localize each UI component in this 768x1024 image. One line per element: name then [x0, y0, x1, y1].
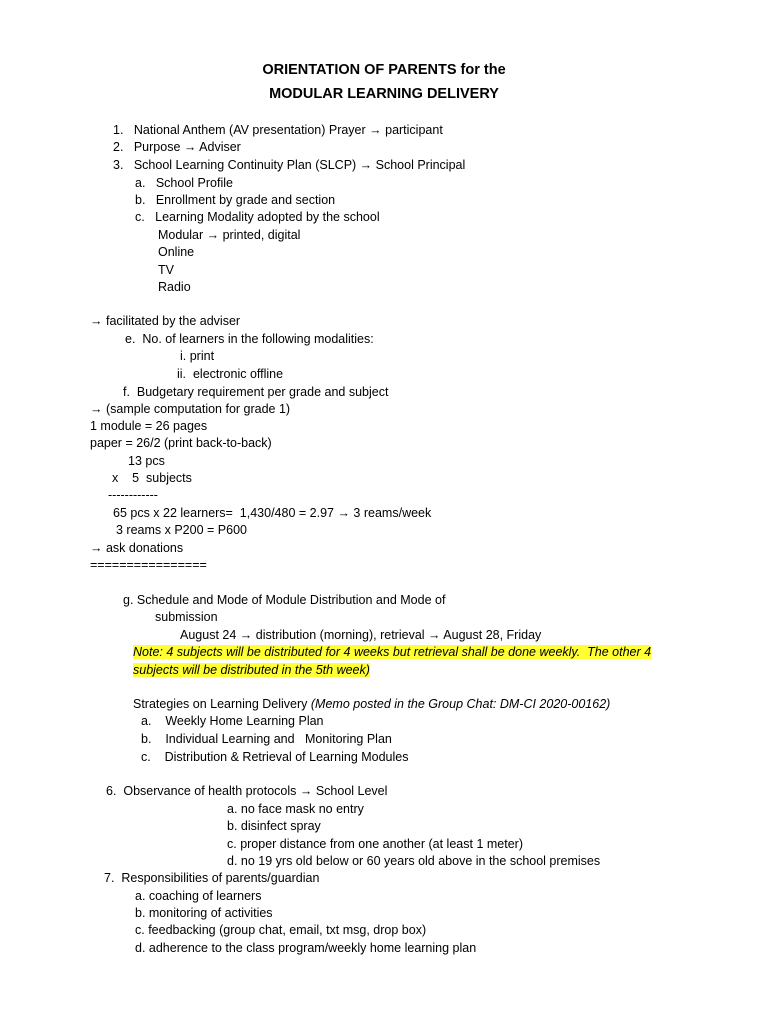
subitem-e: e. No. of learners in the following modalities:: [125, 332, 374, 346]
agenda-item-2: 2. Purpose → Adviser: [113, 140, 241, 154]
strategy-b: b. Individual Learning and Monitoring Plan: [141, 732, 392, 746]
computation-line: 65 pcs x 22 learners= 1,430/480 = 2.97 → 3 reams/week: [113, 506, 432, 520]
protocol-b: b. disinfect spray: [227, 819, 321, 833]
agenda-item-6: 6. Observance of health protocols → School Level: [106, 784, 388, 798]
computation-divider: ------------: [108, 488, 158, 502]
note-line-1: [133, 644, 651, 660]
responsibility-b: b. monitoring of activities: [135, 906, 273, 920]
computation-line: paper = 26/2 (print back-to-back): [90, 436, 272, 450]
strategy-a: a. Weekly Home Learning Plan: [141, 714, 324, 728]
memo-reference: (Memo posted in the Group Chat: DM-CI 2020-00162): [310, 697, 611, 711]
note-line-2: [133, 662, 370, 678]
modality-modular: Modular → printed, digital: [158, 228, 301, 242]
modality-radio: Radio: [158, 280, 191, 294]
agenda-item-3: 3. School Learning Continuity Plan (SLCP) → School Principal: [113, 158, 466, 172]
strategy-c: c. Distribution & Retrieval of Learning Modules: [141, 750, 409, 764]
modality-print: i. print: [180, 349, 215, 363]
responsibility-d: d. adherence to the class program/weekly home learning plan: [135, 941, 477, 955]
subitem-g-continued: submission: [155, 610, 218, 624]
highlighted-note: subjects will be distributed in the 5th week): [133, 663, 370, 677]
document-title-line-2: MODULAR LEARNING DELIVERY: [269, 86, 499, 102]
donations-note: → ask donations: [90, 541, 184, 555]
responsibility-a: a. coaching of learners: [135, 889, 262, 903]
agenda-item-7: 7. Responsibilities of parents/guardian: [104, 871, 320, 885]
responsibility-c: c. feedbacking (group chat, email, txt msg, drop box): [135, 923, 427, 937]
agenda-item-1: 1. National Anthem (AV presentation) Prayer → participant: [113, 123, 443, 137]
highlighted-note: Note: 4 subjects will be distributed for 4 weeks but retrieval shall be done weekly. The other 4: [133, 645, 652, 659]
modality-online: Online: [158, 245, 195, 259]
modality-tv: TV: [158, 263, 174, 277]
protocol-c: c. proper distance from one another (at least 1 meter): [227, 837, 523, 851]
subitem-f: f. Budgetary requirement per grade and subject: [123, 385, 389, 399]
computation-heading: → (sample computation for grade 1): [90, 402, 291, 416]
subitem-c: c. Learning Modality adopted by the school: [135, 210, 380, 224]
strategies-label: Strategies on Learning Delivery: [133, 697, 311, 711]
protocol-d: d. no 19 yrs old below or 60 years old above in the school premises: [227, 854, 601, 868]
facilitated-note: → facilitated by the adviser: [90, 314, 241, 328]
computation-line: 1 module = 26 pages: [90, 419, 208, 433]
subitem-g: g. Schedule and Mode of Module Distribution and Mode of: [123, 593, 446, 607]
document-title-line-1: ORIENTATION OF PARENTS for the: [262, 62, 506, 78]
computation-line: 13 pcs: [128, 454, 165, 468]
computation-line: x 5 subjects: [112, 471, 192, 485]
section-divider: ================: [90, 558, 207, 572]
protocol-a: a. no face mask no entry: [227, 802, 364, 816]
computation-line: 3 reams x P200 = P600: [116, 523, 247, 537]
modality-electronic: ii. electronic offline: [177, 367, 284, 381]
subitem-a: a. School Profile: [135, 176, 233, 190]
schedule-line: August 24 → distribution (morning), retrieval → August 28, Friday: [180, 628, 542, 642]
strategies-heading: [133, 696, 610, 712]
subitem-b: b. Enrollment by grade and section: [135, 193, 336, 207]
